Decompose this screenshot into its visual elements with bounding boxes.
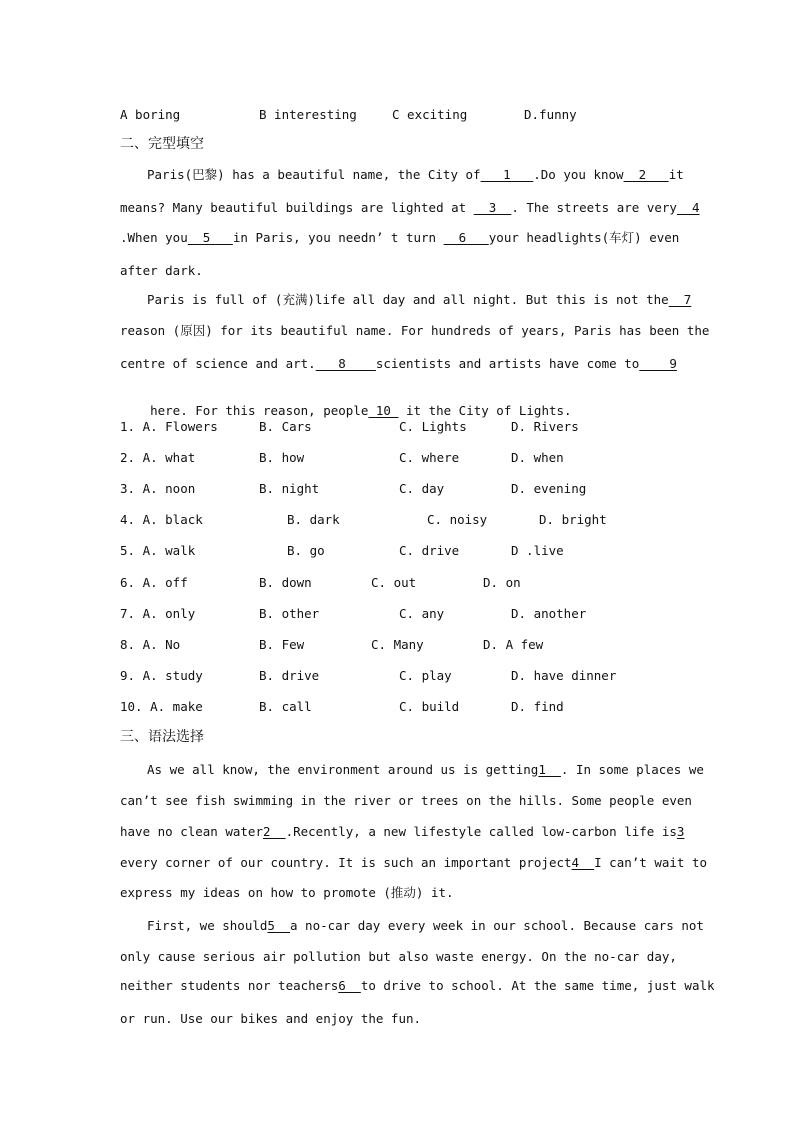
option-c: C exciting — [392, 107, 468, 122]
grammar-p2-line2: only cause serious air pollution but also waste energy. On the no-car day, — [120, 949, 677, 964]
blank-1: 1 — [480, 167, 534, 182]
grammar-p1-line3: have no clean water2 .Recently, a new lifestyle called low-carbon life is3 — [120, 824, 685, 839]
grammar-blank-5: 5 — [267, 918, 290, 933]
grammar-blank-1: 1 — [538, 762, 561, 777]
grammar-p2-line3: neither students nor teachers6 to drive to school. At the same time, just walk — [120, 978, 715, 993]
section-heading-grammar: 三、语法选择 — [120, 729, 204, 745]
option-d: D.funny — [524, 107, 577, 122]
grammar-p2-line4: or run. Use our bikes and enjoy the fun. — [120, 1011, 422, 1026]
cloze-p2-line3: centre of science and art. 8 scientists and artists have come to 9 — [120, 356, 677, 371]
blank-8: 8 — [315, 356, 376, 371]
blank-10: 10 — [368, 403, 399, 418]
grammar-p2-line1: First, we should5 a no-car day every week in our school. Because cars not — [147, 918, 704, 933]
cloze-p2-line4: here. For this reason, people 10 it the City of Lights. — [150, 403, 572, 418]
grammar-p1-line1: As we all know, the environment around us is getting1 . In some places we — [147, 762, 704, 777]
option-b: B interesting — [259, 107, 357, 122]
blank-4: 4 — [676, 200, 700, 215]
grammar-p1-line2: can’t see fish swimming in the river or trees on the hills. Some people even — [120, 793, 692, 808]
blank-6: 6 — [443, 230, 489, 245]
grammar-blank-2: 2 — [263, 824, 286, 839]
cloze-p2-line2: reason (原因) for its beautiful name. For hundreds of years, Paris has been the — [120, 323, 710, 338]
cloze-p1-line3: .When you 5 in Paris, you needn’ t turn 6 your headlights(车灯) even — [120, 230, 680, 245]
blank-5: 5 — [187, 230, 233, 245]
cloze-p1-line2: means? Many beautiful buildings are lighted at 3 . The streets are very 4 — [120, 200, 700, 215]
document-page: A boring B interesting C exciting D.funny 二、完型填空 Paris(巴黎) has a beautiful name, the City of 1 .Do you know 2 it means? Many beautiful buildings are lighted at 3 . The streets are very 4 .When you 5 in Paris, you needn’ t turn 6 your headlights(车灯) even after dark. Paris is full of (充满)life all day and all night. But this is not the 7 reason (原因) for its beautiful name. For hundreds of years, Paris has been the centre of science and art. 8 scientists and artists have come to 9 here. For this reason, people 10 it the City of Lights. 1. A. Flowers B. Cars C. Lights D. Rivers 2. A. what B. how C. where D. when 3. A. noon B. night C. day D. evening 4. A. black B. dark C. noisy D. bright 5. A. walk B. go C. drive D .live 6. A. off B. down C. out D. on 7. A. only B. other C. any D. another 8. A. No B. Few C. Many D. A few 9. A. study B. drive C. play D. have dinner 10. A. make B. call C. build D. find 三、语法选择 As we all know, the environment around us is getting1 . In some places we can’t see fish swimming in the river or trees on the hills. Some people even have no clean water2 .Recently, a new lifestyle called low-carbon life is3 every corner of our country. It is such an important project4 I can’t wait to express my ideas on how to promote (推动) it. First, we should5 a no-car day every week in our school. Because cars not only cause serious air pollution but also waste energy. On the no-car day, neither students nor teachers6 to drive to school. At the same time, just walk or run. Use our bikes and enjoy the fun. — [120, 107, 715, 1026]
blank-9: 9 — [639, 356, 677, 371]
grammar-p1-line5: express my ideas on how to promote (推动) it. — [120, 885, 454, 900]
cloze-p1-line4: after dark. — [120, 263, 203, 278]
blank-7: 7 — [668, 292, 692, 307]
blank-2: 2 — [623, 167, 669, 182]
grammar-blank-6: 6 — [338, 978, 361, 993]
grammar-blank-3: 3 — [676, 824, 685, 839]
section-heading-cloze: 二、完型填空 — [120, 136, 204, 152]
grammar-blank-4: 4 — [571, 855, 595, 870]
cloze-p2-line1: Paris is full of (充满)life all day and all night. But this is not the 7 — [147, 292, 692, 307]
blank-3: 3 — [473, 200, 512, 215]
option-a: A boring — [120, 107, 181, 122]
cloze-p1-line1: Paris(巴黎) has a beautiful name, the City of 1 .Do you know 2 it — [147, 167, 684, 182]
grammar-p1-line4: every corner of our country. It is such an important project4 I can’t wait to — [120, 855, 708, 870]
